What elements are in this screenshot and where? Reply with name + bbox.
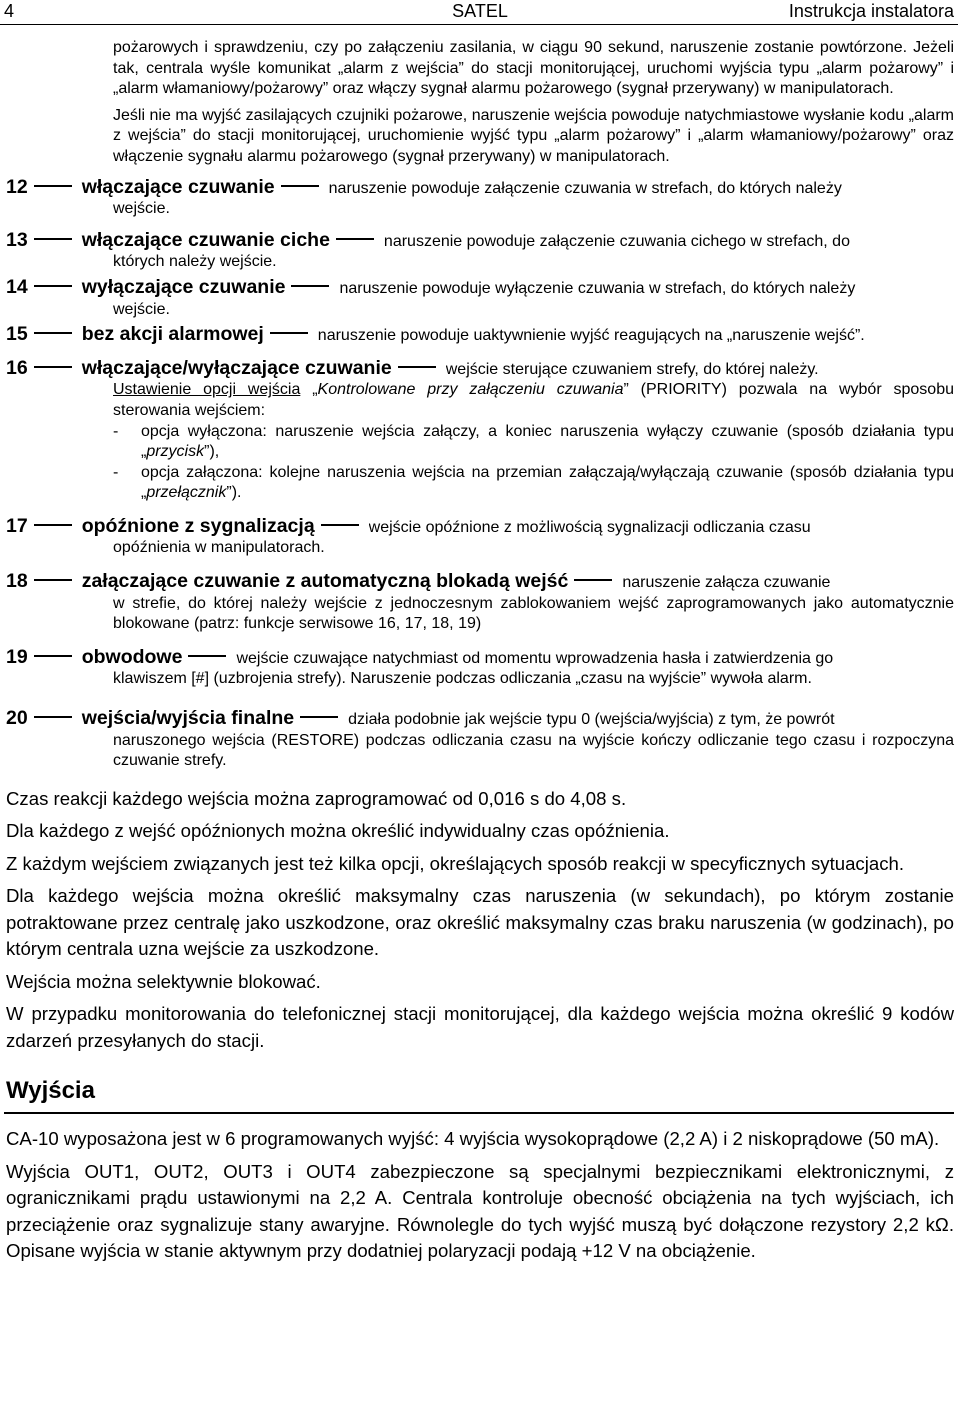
dash <box>321 524 359 526</box>
type-description-cont: opóźnienia w manipulatorach. <box>113 539 325 557</box>
type-description: naruszenie powoduje załączenie czuwania w strefach, do których należy <box>328 179 842 197</box>
dash <box>34 238 72 240</box>
page-number: 4 <box>4 1 15 21</box>
section-paragraph-2: Wyjścia OUT1, OUT2, OUT3 i OUT4 zabezpieczone są specjalnymi bezpiecznikami elektronicznymi, z ogranicznikami prądu ustawionymi na 2,2 A. Centrala kontroluje obecność obciążenia na tych wyjściach, ich przeciążenie oraz sygnalizuje stany awaryjne. Równolegle do tych wyjść muszą być dołączone rezystory 2,2 kΩ. Opisane wyjścia w stanie aktywnym przy dodatniej polaryzacji podają +12 V na obciążenie. <box>6 1160 954 1262</box>
type-description: wejście opóźnione z możliwością sygnalizacji odliczania czasu <box>368 518 811 536</box>
type-description-cont: których należy wejście. <box>113 253 277 271</box>
type-title: włączające czuwanie <box>81 175 275 198</box>
type-number: 17 <box>6 514 28 537</box>
type-number: 19 <box>6 645 28 668</box>
type-number: 18 <box>6 570 28 593</box>
page-content <box>6 38 954 1265</box>
type-title: włączające czuwanie ciche <box>81 228 330 251</box>
type-description: działa podobnie jak wejście typu 0 (wejścia/wyjścia) z tym, że powrót <box>348 711 835 729</box>
body-paragraph-1: Czas reakcji każdego wejścia można zaprogramować od 0,016 s do 4,08 s. <box>6 787 627 809</box>
body-paragraph-2: Dla każdego z wejść opóźnionych można określić indywidualny czas opóźnienia. <box>6 820 670 842</box>
body-paragraph-4: Dla każdego wejścia można określić maksymalny czas naruszenia (w sekundach), po którym zostanie potraktowane przez centralę jako uszkodzone, oraz określić maksymalny czas braku naruszenia (w godzinach), po którym centrala uzna wejście za uszkodzone. <box>6 885 954 960</box>
type-number: 13 <box>6 228 28 251</box>
type-title: włączające/wyłączające czuwanie <box>81 356 392 379</box>
input-type-16 <box>6 358 954 504</box>
dash <box>34 332 72 334</box>
section-paragraph-1: CA-10 wyposażona jest w 6 programowanych wyjść: 4 wyjścia wysokoprądowe (2,2 A) i 2 niskoprądowe (50 mA). <box>6 1128 940 1150</box>
dash <box>34 655 72 657</box>
dash <box>188 655 226 657</box>
dash <box>34 285 72 287</box>
type-description-cont <box>6 380 954 504</box>
dash <box>34 185 72 187</box>
type-title: wejścia/wyjścia finalne <box>81 707 295 730</box>
dash <box>574 579 612 581</box>
body-paragraph-6: W przypadku monitorowania do telefonicznej stacji monitorującej, dla każdego wejścia można określić 9 kodów zdarzeń przesyłanych do stacji. <box>6 1003 954 1051</box>
brand-name: SATEL <box>452 1 508 21</box>
input-type-15 <box>6 324 954 347</box>
intro-block <box>6 38 954 168</box>
type-number: 15 <box>6 323 28 346</box>
after-option: (PRIORITY) pozwala na wybór sposobu sterowania wejściem: <box>113 381 954 419</box>
input-type-17 <box>6 516 954 559</box>
input-type-13 <box>6 230 954 273</box>
type-description: naruszenie powoduje załączenie czuwania cichego w strefach, do <box>383 232 850 250</box>
intro-paragraph-2: Jeśli nie ma wyjść zasilających czujniki pożarowe, naruszenie wejścia powoduje natychmiastowe wysłanie kodu „alarm z wejścia” do stacji monitorującej, uruchomienie wyjść typu „alarm pożarowy” i „alarm włamaniowy/pożarowy” oraz włączenie sygnału alarmu pożarowego (sygnał przerywany) w manipulatorach. <box>113 106 954 165</box>
dash <box>291 285 329 287</box>
option-on-text: opcja załączona: kolejne naruszenia wejścia na przemian załączają/wyłączają czuwanie (sposób działania typu „ <box>141 463 954 502</box>
type-description-cont: wejście. <box>113 300 170 318</box>
intro-paragraph-1: pożarowych i sprawdzeniu, czy po załączeniu zasilania, w ciągu 90 sekund, naruszenie zostanie powtórzone. Jeżeli tak, centrala wyśle komunikat „alarm z wejścia” do stacji monitorującej, uruchomi wyjścia typu „alarm pożarowy” i „alarm włamaniowy/pożarowy” oraz włączy sygnał alarmu pożarowego (sygnał przerywany) w manipulatorach. <box>113 39 954 98</box>
type-title: załączające czuwanie z automatyczną blokadą wejść <box>81 570 569 593</box>
type-number: 14 <box>6 275 28 298</box>
input-type-18 <box>6 571 954 635</box>
dash <box>34 366 72 368</box>
type-number: 16 <box>6 356 28 379</box>
type-number: 20 <box>6 707 28 730</box>
bullet: - <box>113 422 119 440</box>
type-title: bez akcji alarmowej <box>81 323 264 346</box>
type-description-cont: w strefie, do której należy wejście z jednoczesnym zablokowaniem wejść zaprogramowanych jako automatycznie blokowane (patrz: funkcje serwisowe 16, 17, 18, 19) <box>113 594 954 633</box>
body-paragraph-5: Wejścia można selektywnie blokować. <box>6 970 321 992</box>
section-heading: Wyjścia <box>6 1077 95 1105</box>
type-description: naruszenie załącza czuwanie <box>622 574 831 592</box>
input-type-12 <box>6 177 954 220</box>
type-title: wyłączające czuwanie <box>81 275 286 298</box>
dash <box>34 524 72 526</box>
input-type-19 <box>6 647 954 690</box>
type-description: naruszenie powoduje wyłączenie czuwania w strefach, do których należy <box>339 279 856 297</box>
type-description-cont: klawiszem [#] (uzbrojenia strefy). Naruszenie podczas odliczania „czasu na wyjście” wywoła alarm. <box>113 670 812 688</box>
page-header <box>0 0 958 25</box>
type-title: opóźnione z sygnalizacją <box>81 514 315 537</box>
document-title: Instrukcja instalatora <box>788 1 954 21</box>
body-paragraph-3: Z każdym wejściem związanych jest też kilka opcji, określających sposób reakcji w specyficznych sytuacjach. <box>6 852 904 874</box>
option-on <box>113 463 954 504</box>
input-type-20 <box>6 708 954 772</box>
dash <box>300 716 338 718</box>
option-off-mode: przycisk <box>146 443 205 461</box>
option-name: Kontrolowane przy załączeniu czuwania <box>317 381 624 399</box>
dash <box>398 366 436 368</box>
option-off-text: opcja wyłączona: naruszenie wejścia załączy, a koniec naruszenia wyłączy czuwanie (sposób działania typu „ <box>141 422 954 461</box>
section-rule <box>4 1112 954 1114</box>
option-off-end: ”), <box>204 443 220 461</box>
type-description-cont: naruszonego wejścia (RESTORE) podczas odliczania czasu na wyjście kończy odliczanie tego czasu i rozpoczyna czuwanie strefy. <box>113 731 954 770</box>
option-on-end: ”). <box>226 484 242 502</box>
bullet: - <box>113 463 119 481</box>
type-description-cont: wejście. <box>113 200 170 218</box>
dash <box>34 579 72 581</box>
type-title: obwodowe <box>81 645 183 668</box>
option-on-mode: przełącznik <box>146 484 227 502</box>
type-description: wejście czuwające natychmiast od momentu wprowadzenia hasła i zatwierdzenia go <box>236 649 834 667</box>
type-description: naruszenie powoduje uaktywnienie wyjść reagujących na „naruszenie wejść”. <box>317 327 865 345</box>
dash <box>281 185 319 187</box>
setting-label: Ustawienie opcji wejścia <box>113 381 301 399</box>
dash <box>336 238 374 240</box>
type-description: wejście sterujące czuwaniem strefy, do której należy. <box>445 360 819 378</box>
type-number: 12 <box>6 175 28 198</box>
dash <box>34 716 72 718</box>
input-type-14 <box>6 277 954 320</box>
dash <box>270 332 308 334</box>
option-off <box>113 422 954 463</box>
option-setting-text: Ustawienie opcji wejścia „Kontrolowane przy załączeniu czuwania” (PRIORITY) pozwala na wybór sposobu sterowania wejściem: <box>113 381 954 419</box>
